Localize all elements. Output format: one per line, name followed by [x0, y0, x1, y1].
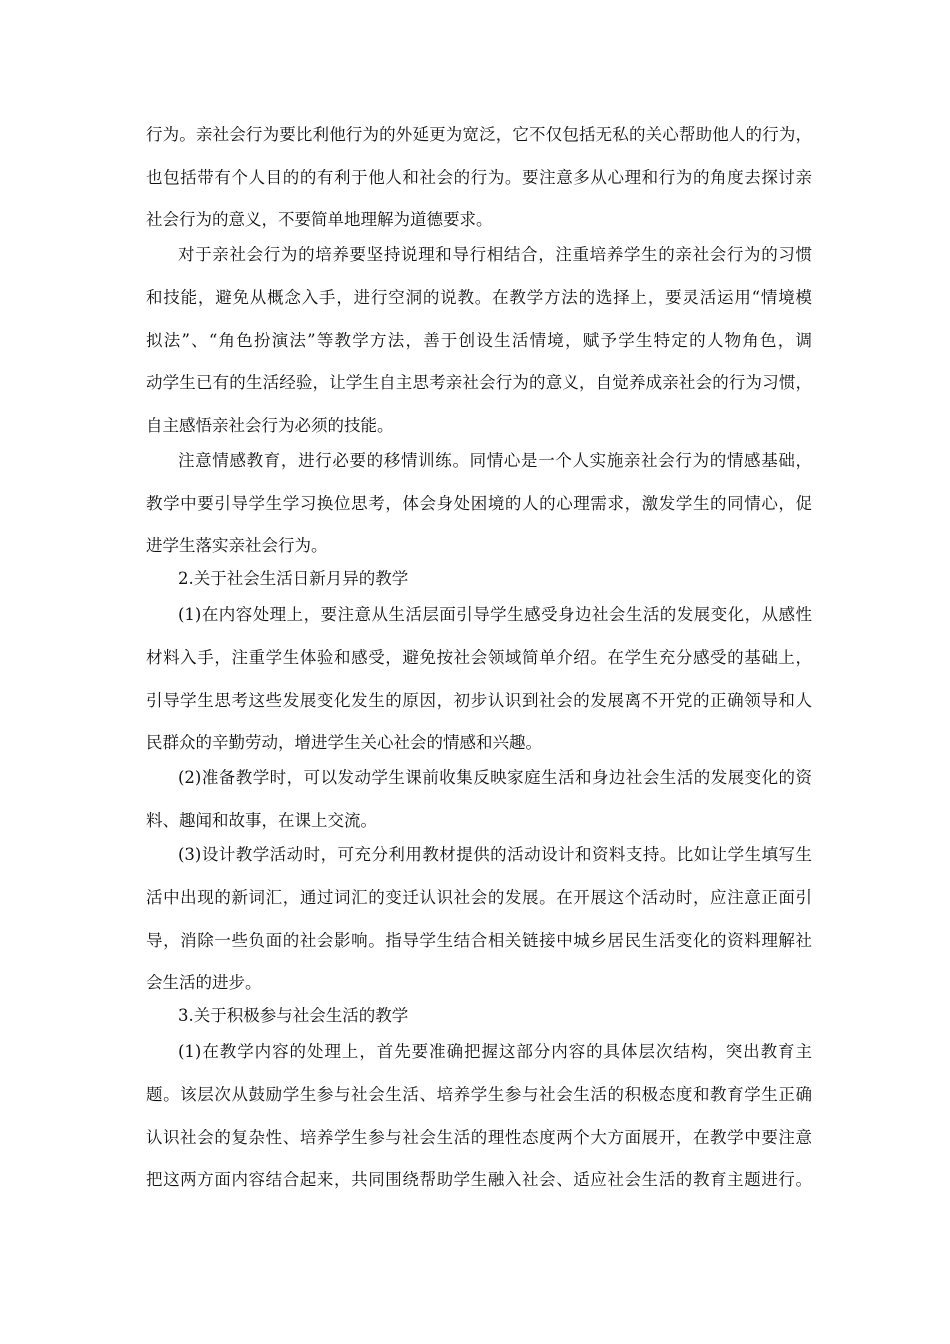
text-line: 认识社会的复杂性、培养学生参与社会生活的理性态度两个大方面展开，在教学中要注意 — [146, 1128, 812, 1147]
text-line: 引导学生思考这些发展变化发生的原因，初步认识到社会的发展离不开党的正确领导和人 — [146, 691, 812, 710]
text-line: 活中出现的新词汇，通过词汇的变迁认识社会的发展。在开展这个活动时，应注意正面引 — [146, 888, 812, 907]
text-line: 题。该层次从鼓励学生参与社会生活、培养学生参与社会生活的积极态度和教育学生正确 — [146, 1085, 812, 1104]
section-heading: 3.关于积极参与社会生活的教学 — [178, 1006, 409, 1025]
text-line: 会生活的进步。 — [146, 973, 262, 992]
section-heading: 2.关于社会生活日新月异的教学 — [178, 569, 409, 588]
text-line: (1)在内容处理上，要注意从生活层面引导学生感受身边社会生活的发展变化，从感性 — [178, 605, 812, 624]
text-line: 行为。亲社会行为要比利他行为的外延更为宽泛，它不仅包括无私的关心帮助他人的行为， — [146, 125, 812, 144]
text-line: 动学生已有的生活经验，让学生自主思考亲社会行为的意义，自觉养成亲社会的行为习惯， — [146, 373, 812, 392]
text-line: 材料入手，注重学生体验和感受，避免按社会领域简单介绍。在学生充分感受的基础上， — [146, 648, 812, 667]
text-line: 自主感悟亲社会行为必须的技能。 — [146, 416, 394, 435]
text-line: 对于亲社会行为的培养要坚持说理和导行相结合，注重培养学生的亲社会行为的习惯 — [178, 245, 812, 264]
text-line: 料、趣闻和故事，在课上交流。 — [146, 811, 377, 830]
text-line: 社会行为的意义，不要简单地理解为道德要求。 — [146, 210, 493, 229]
text-line: 注意情感教育，进行必要的移情训练。同情心是一个人实施亲社会行为的情感基础， — [178, 451, 812, 470]
text-line: 进学生落实亲社会行为。 — [146, 536, 328, 555]
text-line: (1)在教学内容的处理上，首先要准确把握这部分内容的具体层次结构，突出教育主 — [178, 1042, 812, 1061]
text-line: 教学中要引导学生学习换位思考，体会身处困境的人的心理需求，激发学生的同情心，促 — [146, 494, 812, 513]
text-line: 把这两方面内容结合起来，共同围绕帮助学生融入社会、适应社会生活的教育主题进行。 — [146, 1170, 812, 1189]
text-line: 拟法”、“角色扮演法”等教学方法，善于创设生活情境，赋予学生特定的人物角色，调 — [146, 331, 812, 350]
text-line: 导，消除一些负面的社会影响。指导学生结合相关链接中城乡居民生活变化的资料理解社 — [146, 931, 812, 950]
text-line: 民群众的辛勤劳动，增进学生关心社会的情感和兴趣。 — [146, 733, 542, 752]
text-line: 也包括带有个人目的的有利于他人和社会的行为。要注意多从心理和行为的角度去探讨亲 — [146, 168, 812, 187]
text-line: (3)设计教学活动时，可充分利用教材提供的活动设计和资料支持。比如让学生填写生 — [178, 845, 812, 864]
text-line: (2)准备教学时，可以发动学生课前收集反映家庭生活和身边社会生活的发展变化的资 — [178, 768, 812, 787]
text-line: 和技能，避免从概念入手，进行空洞的说教。在教学方法的选择上，要灵活运用“情境模 — [146, 288, 812, 307]
